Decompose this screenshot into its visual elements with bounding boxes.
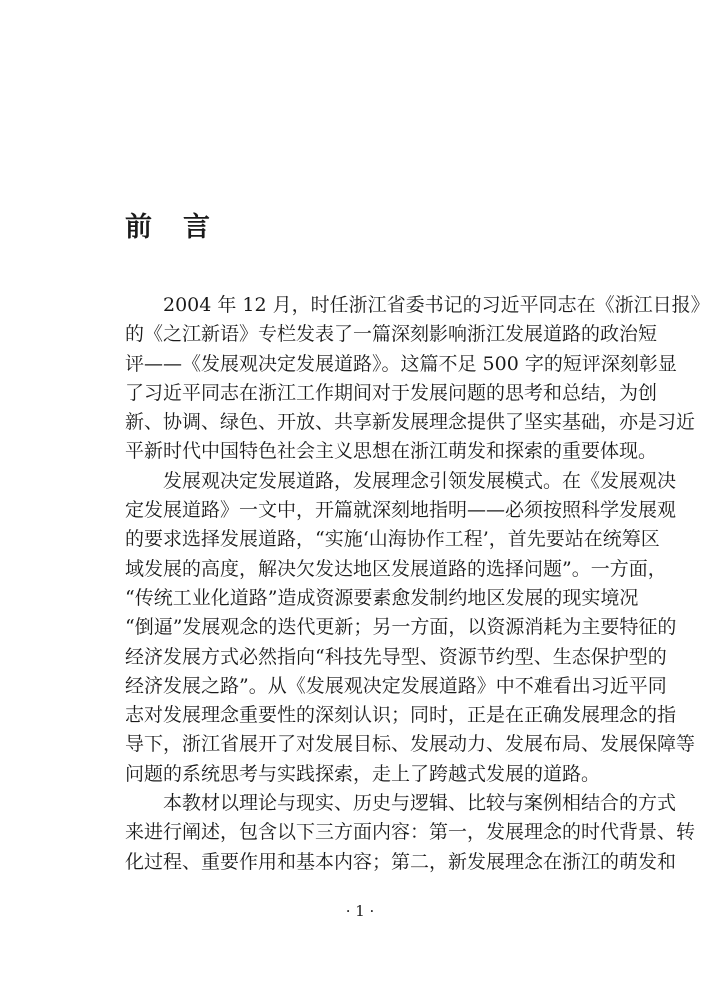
text-line: 评——《发展观决定发展道路》。这篇不足 500 字的短评深刻彰显 — [125, 352, 677, 375]
paragraph-1 — [125, 291, 710, 467]
text-line: 来进行阐述，包含以下三方面内容：第一，发展理念的时代背景、转 — [125, 821, 696, 844]
text-line: 发展观决定发展道路，发展理念引领发展模式。在《发展观决 — [163, 469, 677, 492]
text-line: 的要求选择发展道路，“实施‘山海协作工程’，首先要站在统筹区 — [125, 528, 660, 551]
paragraph-3 — [125, 789, 696, 877]
page-number: · 1 · — [345, 902, 375, 920]
text-line: “传统工业化道路”造成资源要素愈发制约地区发展的现实境况 — [125, 586, 639, 609]
text-line: 经济发展方式必然指向“科技先导型、资源节约型、生态保护型的 — [125, 645, 667, 668]
text-line: 本教材以理论与现实、历史与逻辑、比较与案例相结合的方式 — [163, 792, 677, 815]
text-line: 2004 年 12 月，时任浙江省委书记的习近平同志在《浙江日报》 — [163, 294, 710, 316]
page-title: 前 言 — [125, 212, 212, 243]
text-line: 新、协调、绿色、开放、共享新发展理念提供了坚实基础，亦是习近 — [125, 411, 696, 434]
body-text — [125, 291, 710, 877]
text-line: 化过程、重要作用和基本内容；第二，新发展理念在浙江的萌发和 — [125, 850, 677, 873]
text-line: 导下，浙江省展开了对发展目标、发展动力、发展布局、发展保障等 — [125, 733, 696, 756]
text-line: 志对发展理念重要性的深刻认识；同时，正是在正确发展理念的指 — [125, 704, 677, 727]
text-line: 域发展的高度，解决欠发达地区发展道路的选择问题”。一方面， — [125, 557, 667, 580]
text-line: 问题的系统思考与实践探索，走上了跨越式发展的道路。 — [125, 762, 601, 785]
text-line: 定发展道路》一文中，开篇就深刻地指明——必须按照科学发展观 — [125, 499, 677, 522]
text-line: 的《之江新语》专栏发表了一篇深刻影响浙江发展道路的政治短 — [125, 323, 658, 346]
text-line: “倒逼”发展观念的迭代更新；另一方面，以资源消耗为主要特征的 — [125, 616, 677, 639]
paragraph-2 — [125, 467, 696, 789]
text-line: 平新时代中国特色社会主义思想在浙江萌发和探索的重要体现。 — [125, 440, 658, 463]
text-line: 经济发展之路”。从《发展观决定发展道路》中不难看出习近平同 — [125, 674, 667, 697]
text-line: 了习近平同志在浙江工作期间对于发展问题的思考和总结，为创 — [125, 381, 658, 404]
